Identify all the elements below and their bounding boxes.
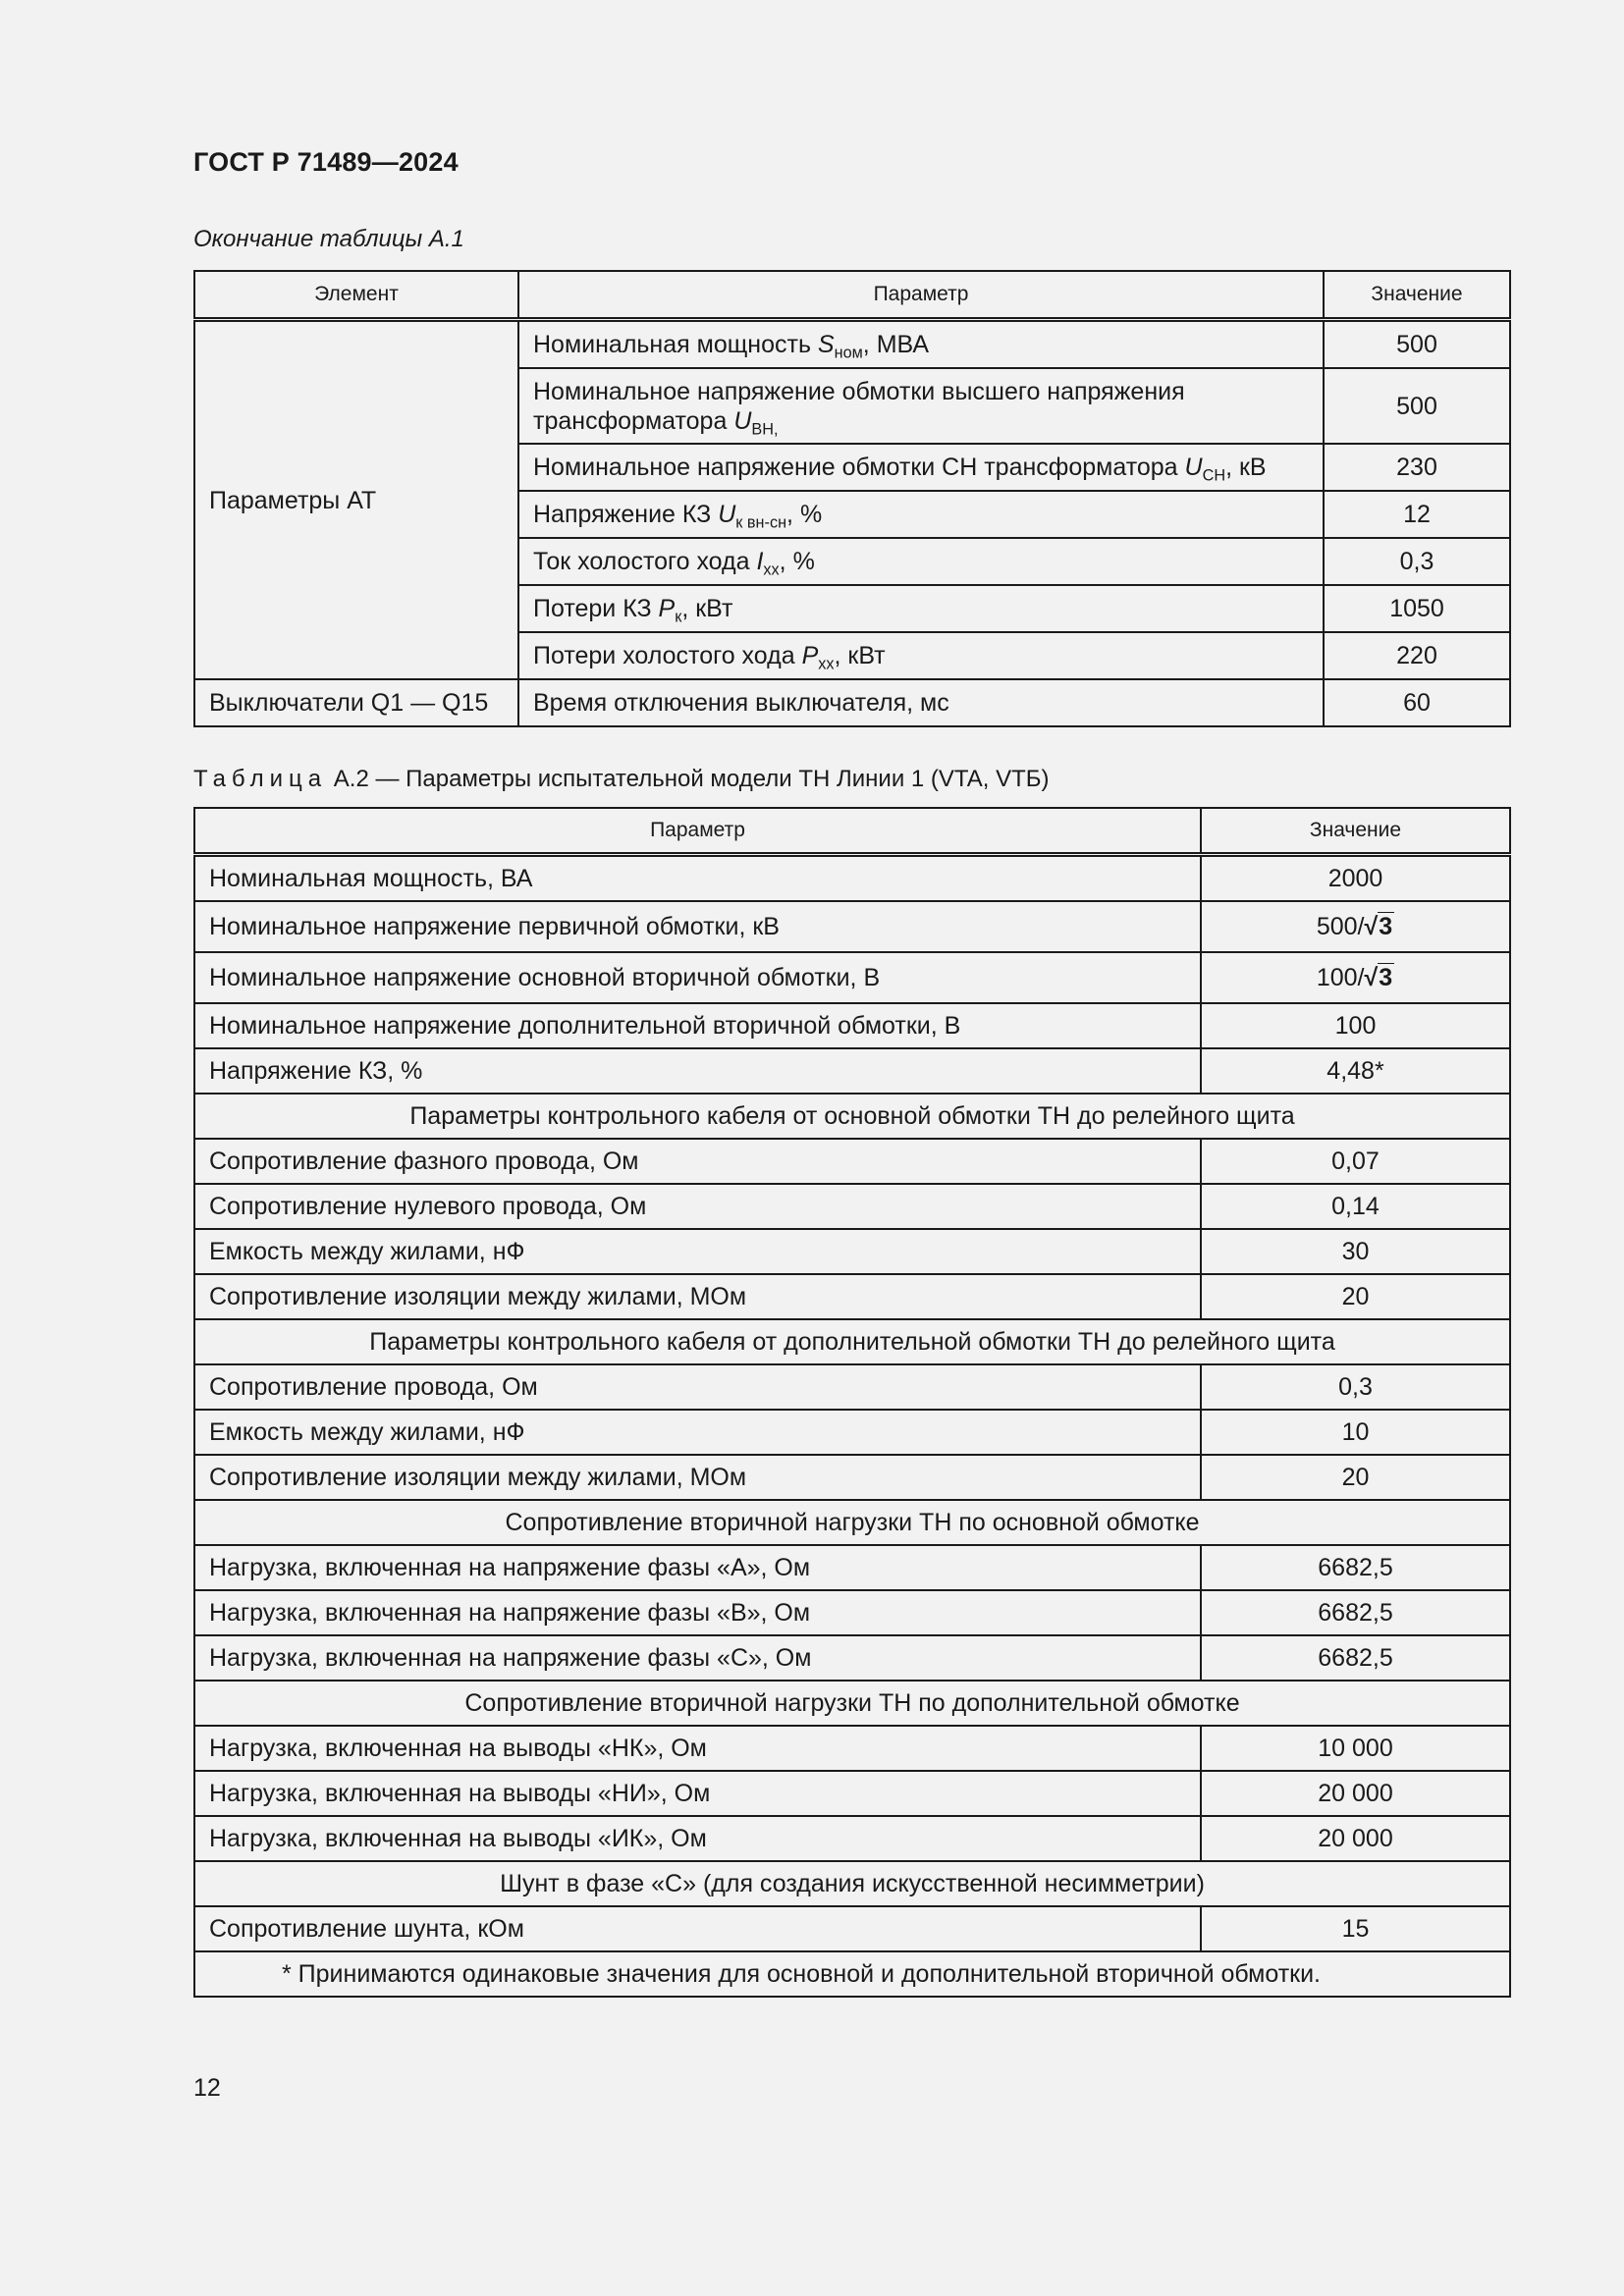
parameter-symbol: U xyxy=(733,406,752,435)
table-row xyxy=(194,1229,1510,1274)
value-cell: 6682,5 xyxy=(1201,1635,1510,1681)
parameter-cell: Нагрузка, включенная на напряжение фазы «С», Ом xyxy=(194,1635,1201,1681)
value-cell: 0,3 xyxy=(1201,1364,1510,1410)
value-cell: 30 xyxy=(1201,1229,1510,1274)
section-header-row xyxy=(194,1094,1510,1139)
value-cell: 1050 xyxy=(1324,585,1510,632)
value-cell: 20 000 xyxy=(1201,1816,1510,1861)
section-title: Сопротивление вторичной нагрузки ТН по дополнительной обмотке xyxy=(194,1681,1510,1726)
table1-caption: Окончание таблицы А.1 xyxy=(193,226,464,252)
parameter-subscript: ном xyxy=(834,344,863,362)
table-row xyxy=(194,901,1510,952)
parameter-subscript: к вн-сн xyxy=(735,513,787,532)
value-cell: 2000 xyxy=(1201,855,1510,902)
parameter-text: Номинальное напряжение обмотки высшего напряжения трансформатора xyxy=(533,377,1185,435)
table-row xyxy=(194,1410,1510,1455)
parameter-text: Потери КЗ xyxy=(533,595,659,622)
sqrt-radicand: 3 xyxy=(1379,913,1393,940)
table-header-row xyxy=(194,808,1510,855)
parameter-cell: Емкость между жилами, нФ xyxy=(194,1410,1201,1455)
parameter-cell xyxy=(518,444,1324,491)
column-header-value: Значение xyxy=(1201,808,1510,855)
value-cell: 0,14 xyxy=(1201,1184,1510,1229)
parameter-text: Ток холостого хода xyxy=(533,548,757,575)
parameter-cell xyxy=(518,491,1324,538)
value-cell: 10 xyxy=(1201,1410,1510,1455)
section-title: Шунт в фазе «С» (для создания искусственной несимметрии) xyxy=(194,1861,1510,1906)
table-row xyxy=(194,855,1510,902)
element-cell: Выключатели Q1 — Q15 xyxy=(194,679,518,726)
table2-caption-title: А.2 — Параметры испытательной модели ТН Линии 1 (VTA, VTБ) xyxy=(327,766,1050,792)
element-cell: Параметры АТ xyxy=(194,320,518,680)
section-header-row xyxy=(194,1861,1510,1906)
value-cell xyxy=(1201,901,1510,952)
parameter-cell: Номинальное напряжение основной вторичной обмотки, В xyxy=(194,952,1201,1003)
parameter-symbol: U xyxy=(718,501,736,528)
parameter-cell xyxy=(518,538,1324,585)
column-header-element: Элемент xyxy=(194,271,518,320)
parameter-cell: Нагрузка, включенная на напряжение фазы «В», Ом xyxy=(194,1590,1201,1635)
parameter-symbol: S xyxy=(817,331,835,358)
parameter-unit: , % xyxy=(786,501,823,528)
parameter-cell: Номинальное напряжение дополнительной вторичной обмотки, В xyxy=(194,1003,1201,1048)
sqrt-symbol: √3 xyxy=(1364,913,1393,940)
table-row xyxy=(194,1906,1510,1951)
column-header-parameter: Параметр xyxy=(518,271,1324,320)
parameter-symbol: P xyxy=(658,595,676,622)
parameter-subscript: ВН, xyxy=(751,420,779,439)
sqrt-radicand: 3 xyxy=(1379,964,1393,991)
table-row xyxy=(194,1364,1510,1410)
parameter-cell: Время отключения выключателя, мс xyxy=(518,679,1324,726)
parameter-text: Номинальное напряжение обмотки СН трансформатора xyxy=(533,454,1185,481)
table-row xyxy=(194,679,1510,726)
table-row xyxy=(194,1274,1510,1319)
value-cell: 230 xyxy=(1324,444,1510,491)
table-row xyxy=(194,1003,1510,1048)
value-cell: 6682,5 xyxy=(1201,1545,1510,1590)
parameter-cell: Номинальная мощность, ВА xyxy=(194,855,1201,902)
value-prefix: 100/ xyxy=(1316,964,1365,991)
table-row xyxy=(194,1635,1510,1681)
sqrt-symbol: √3 xyxy=(1364,964,1393,991)
table2-caption-prefix: Таблица xyxy=(193,766,328,792)
table-row xyxy=(194,1455,1510,1500)
document-code: ГОСТ Р 71489—2024 xyxy=(193,147,459,177)
value-cell: 6682,5 xyxy=(1201,1590,1510,1635)
parameter-text: Потери холостого хода xyxy=(533,642,802,669)
footnote-row xyxy=(194,1951,1510,1997)
value-cell: 20 xyxy=(1201,1274,1510,1319)
parameter-unit: , кВт xyxy=(681,595,733,622)
column-header-parameter: Параметр xyxy=(194,808,1201,855)
parameter-subscript: к xyxy=(675,608,682,626)
table-a1-end xyxy=(193,270,1511,727)
parameter-unit: , % xyxy=(779,548,815,575)
value-cell: 4,48* xyxy=(1201,1048,1510,1094)
parameter-unit: , кВ xyxy=(1225,454,1267,481)
parameter-text: Номинальная мощность xyxy=(533,331,818,358)
parameter-cell xyxy=(518,368,1324,444)
parameter-symbol: I xyxy=(756,548,764,575)
parameter-cell xyxy=(518,585,1324,632)
value-cell: 60 xyxy=(1324,679,1510,726)
parameter-cell: Сопротивление фазного провода, Ом xyxy=(194,1139,1201,1184)
parameter-unit: , кВт xyxy=(834,642,886,669)
table-row xyxy=(194,1545,1510,1590)
section-title: Параметры контрольного кабеля от основной обмотки ТН до релейного щита xyxy=(194,1094,1510,1139)
table-footnote: * Принимаются одинаковые значения для основной и дополнительной вторичной обмотки. xyxy=(194,1951,1510,1997)
value-cell: 100 xyxy=(1201,1003,1510,1048)
table-a2 xyxy=(193,807,1511,1998)
parameter-cell: Нагрузка, включенная на выводы «НК», Ом xyxy=(194,1726,1201,1771)
parameter-symbol: P xyxy=(801,642,819,669)
parameter-cell: Номинальное напряжение первичной обмотки, кВ xyxy=(194,901,1201,952)
value-cell: 500 xyxy=(1324,320,1510,369)
parameter-cell: Сопротивление изоляции между жилами, МОм xyxy=(194,1274,1201,1319)
table-header-row xyxy=(194,271,1510,320)
parameter-unit: , МВА xyxy=(862,331,930,358)
parameter-cell: Сопротивление провода, Ом xyxy=(194,1364,1201,1410)
parameter-cell: Нагрузка, включенная на напряжение фазы «А», Ом xyxy=(194,1545,1201,1590)
table-row xyxy=(194,1590,1510,1635)
table-row xyxy=(194,1726,1510,1771)
parameter-cell: Емкость между жилами, нФ xyxy=(194,1229,1201,1274)
parameter-cell: Нагрузка, включенная на выводы «ИК», Ом xyxy=(194,1816,1201,1861)
section-header-row xyxy=(194,1500,1510,1545)
parameter-cell: Сопротивление шунта, кОм xyxy=(194,1906,1201,1951)
table-row xyxy=(194,952,1510,1003)
parameter-cell: Нагрузка, включенная на выводы «НИ», Ом xyxy=(194,1771,1201,1816)
table-row xyxy=(194,1139,1510,1184)
column-header-value: Значение xyxy=(1324,271,1510,320)
value-cell: 500 xyxy=(1324,368,1510,444)
table-row xyxy=(194,1184,1510,1229)
section-header-row xyxy=(194,1319,1510,1364)
parameter-cell: Сопротивление изоляции между жилами, МОм xyxy=(194,1455,1201,1500)
value-cell: 12 xyxy=(1324,491,1510,538)
table2-caption xyxy=(193,766,1050,793)
parameter-subscript: хх xyxy=(763,561,780,579)
value-prefix: 500/ xyxy=(1316,913,1365,940)
value-cell xyxy=(1201,952,1510,1003)
value-cell: 0,07 xyxy=(1201,1139,1510,1184)
section-title: Сопротивление вторичной нагрузки ТН по основной обмотке xyxy=(194,1500,1510,1545)
value-cell: 0,3 xyxy=(1324,538,1510,585)
parameter-cell xyxy=(518,632,1324,679)
value-cell: 220 xyxy=(1324,632,1510,679)
value-cell: 15 xyxy=(1201,1906,1510,1951)
value-cell: 20 xyxy=(1201,1455,1510,1500)
parameter-cell: Сопротивление нулевого провода, Ом xyxy=(194,1184,1201,1229)
value-cell: 10 000 xyxy=(1201,1726,1510,1771)
parameter-subscript: хх xyxy=(818,655,835,673)
section-title: Параметры контрольного кабеля от дополнительной обмотки ТН до релейного щита xyxy=(194,1319,1510,1364)
page-number: 12 xyxy=(193,2074,221,2102)
table-row xyxy=(194,1048,1510,1094)
parameter-text: Напряжение КЗ xyxy=(533,501,719,528)
value-cell: 20 000 xyxy=(1201,1771,1510,1816)
table-row xyxy=(194,1771,1510,1816)
parameter-cell: Напряжение КЗ, % xyxy=(194,1048,1201,1094)
parameter-symbol: U xyxy=(1184,454,1203,481)
table-row xyxy=(194,320,1510,369)
section-header-row xyxy=(194,1681,1510,1726)
parameter-cell xyxy=(518,320,1324,369)
table-row xyxy=(194,1816,1510,1861)
parameter-subscript: СН xyxy=(1202,466,1226,485)
